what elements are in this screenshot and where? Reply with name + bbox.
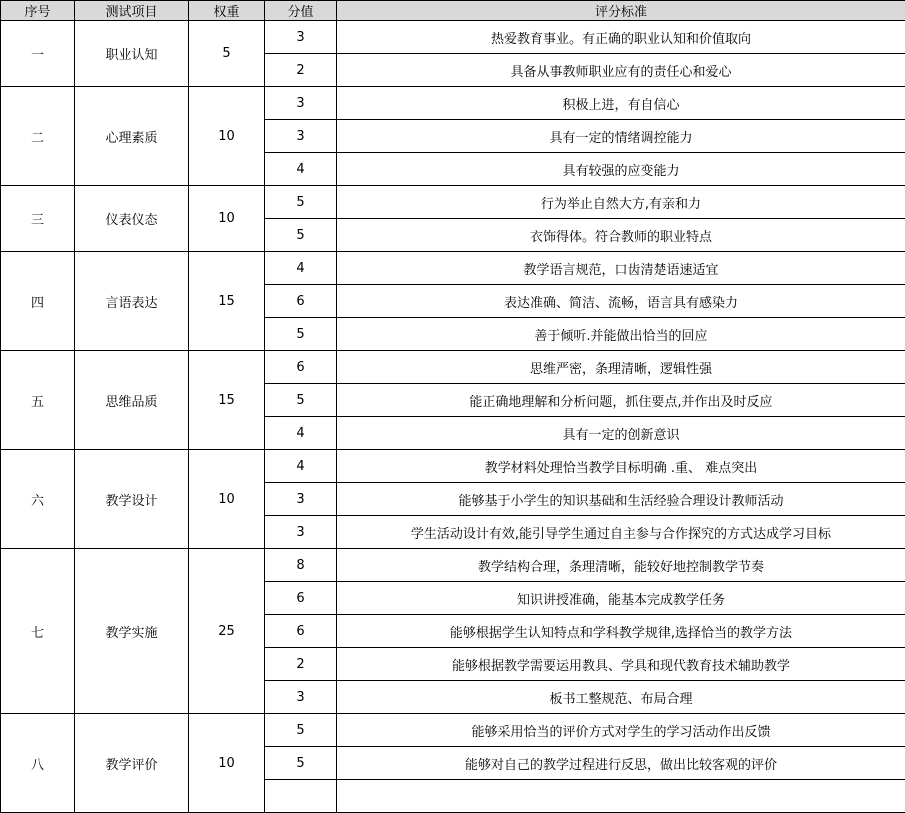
score-cell: 4 — [265, 252, 337, 285]
score-cell: 3 — [265, 21, 337, 54]
table-row — [1, 714, 905, 747]
row-number-cell: 二 — [1, 87, 75, 186]
score-cell: 2 — [265, 54, 337, 87]
table-row — [1, 87, 905, 120]
score-cell: 5 — [265, 714, 337, 747]
criterion-cell: 学生活动设计有效,能引导学生通过自主参与合作探究的方式达成学习目标 — [337, 516, 905, 549]
test-item-cell: 思维品质 — [75, 351, 189, 450]
score-cell: 5 — [265, 318, 337, 351]
score-cell: 5 — [265, 186, 337, 219]
score-cell: 6 — [265, 285, 337, 318]
criterion-cell: 板书工整规范、布局合理 — [337, 681, 905, 714]
score-cell: 5 — [265, 219, 337, 252]
criterion-cell: 知识讲授准确，能基本完成教学任务 — [337, 582, 905, 615]
criterion-cell: 教学材料处理恰当教学目标明确 .重、 难点突出 — [337, 450, 905, 483]
header-criterion: 评分标准 — [337, 1, 905, 21]
criterion-cell: 热爱教育事业。有正确的职业认知和价值取向 — [337, 21, 905, 54]
header-row — [1, 1, 905, 21]
criterion-cell: 能够采用恰当的评价方式对学生的学习活动作出反馈 — [337, 714, 905, 747]
weight-cell: 5 — [189, 21, 265, 87]
criterion-cell: 能够根据学生认知特点和学科教学规律,选择恰当的教学方法 — [337, 615, 905, 648]
criterion-cell: 能正确地理解和分析问题，抓住要点,并作出及时反应 — [337, 384, 905, 417]
criterion-cell: 行为举止自然大方,有亲和力 — [337, 186, 905, 219]
test-item-cell: 仪表仪态 — [75, 186, 189, 252]
score-cell: 3 — [265, 483, 337, 516]
row-number-cell: 五 — [1, 351, 75, 450]
table-row — [1, 549, 905, 582]
score-cell: 5 — [265, 747, 337, 780]
weight-cell: 10 — [189, 186, 265, 252]
test-item-cell: 教学实施 — [75, 549, 189, 714]
header-item: 测试项目 — [75, 1, 189, 21]
criterion-cell: 能够对自己的教学过程进行反思，做出比较客观的评价 — [337, 747, 905, 780]
criterion-cell: 积极上进，有自信心 — [337, 87, 905, 120]
header-weight: 权重 — [189, 1, 265, 21]
criterion-cell: 衣饰得体。符合教师的职业特点 — [337, 219, 905, 252]
score-cell — [265, 780, 337, 813]
row-number-cell: 八 — [1, 714, 75, 813]
score-cell: 6 — [265, 615, 337, 648]
weight-cell: 25 — [189, 549, 265, 714]
score-cell: 3 — [265, 681, 337, 714]
test-item-cell: 言语表达 — [75, 252, 189, 351]
weight-cell: 10 — [189, 450, 265, 549]
table-header — [1, 1, 905, 21]
table-row — [1, 252, 905, 285]
score-cell: 4 — [265, 153, 337, 186]
weight-cell: 15 — [189, 252, 265, 351]
criterion-cell — [337, 780, 905, 813]
score-cell: 3 — [265, 120, 337, 153]
test-item-cell: 教学设计 — [75, 450, 189, 549]
table-row — [1, 351, 905, 384]
row-number-cell: 四 — [1, 252, 75, 351]
criterion-cell: 善于倾听.并能做出恰当的回应 — [337, 318, 905, 351]
score-cell: 5 — [265, 384, 337, 417]
header-no: 序号 — [1, 1, 75, 21]
criterion-cell: 具有一定的创新意识 — [337, 417, 905, 450]
weight-cell: 10 — [189, 87, 265, 186]
criterion-cell: 能够基于小学生的知识基础和生活经验合理设计教师活动 — [337, 483, 905, 516]
criterion-cell: 思维严密，条理清晰，逻辑性强 — [337, 351, 905, 384]
row-number-cell: 三 — [1, 186, 75, 252]
table-row — [1, 450, 905, 483]
weight-cell: 15 — [189, 351, 265, 450]
criterion-cell: 教学结构合理，条理清晰，能较好地控制教学节奏 — [337, 549, 905, 582]
weight-cell: 10 — [189, 714, 265, 813]
criterion-cell: 具有较强的应变能力 — [337, 153, 905, 186]
criterion-cell: 教学语言规范，口齿清楚语速适宜 — [337, 252, 905, 285]
score-cell: 4 — [265, 417, 337, 450]
row-number-cell: 七 — [1, 549, 75, 714]
criterion-cell: 能够根据教学需要运用教具、学具和现代教育技术辅助教学 — [337, 648, 905, 681]
score-cell: 3 — [265, 516, 337, 549]
score-cell: 6 — [265, 351, 337, 384]
criterion-cell: 表达准确、简洁、流畅，语言具有感染力 — [337, 285, 905, 318]
table-body — [1, 21, 905, 813]
test-item-cell: 心理素质 — [75, 87, 189, 186]
row-number-cell: 六 — [1, 450, 75, 549]
row-number-cell: 一 — [1, 21, 75, 87]
score-cell: 8 — [265, 549, 337, 582]
table-row — [1, 21, 905, 54]
criterion-cell: 具有一定的情绪调控能力 — [337, 120, 905, 153]
header-score: 分值 — [265, 1, 337, 21]
score-cell: 6 — [265, 582, 337, 615]
score-cell: 3 — [265, 87, 337, 120]
score-cell: 2 — [265, 648, 337, 681]
table-row — [1, 186, 905, 219]
test-item-cell: 职业认知 — [75, 21, 189, 87]
score-cell: 4 — [265, 450, 337, 483]
test-item-cell: 教学评价 — [75, 714, 189, 813]
criterion-cell: 具备从事教师职业应有的责任心和爱心 — [337, 54, 905, 87]
